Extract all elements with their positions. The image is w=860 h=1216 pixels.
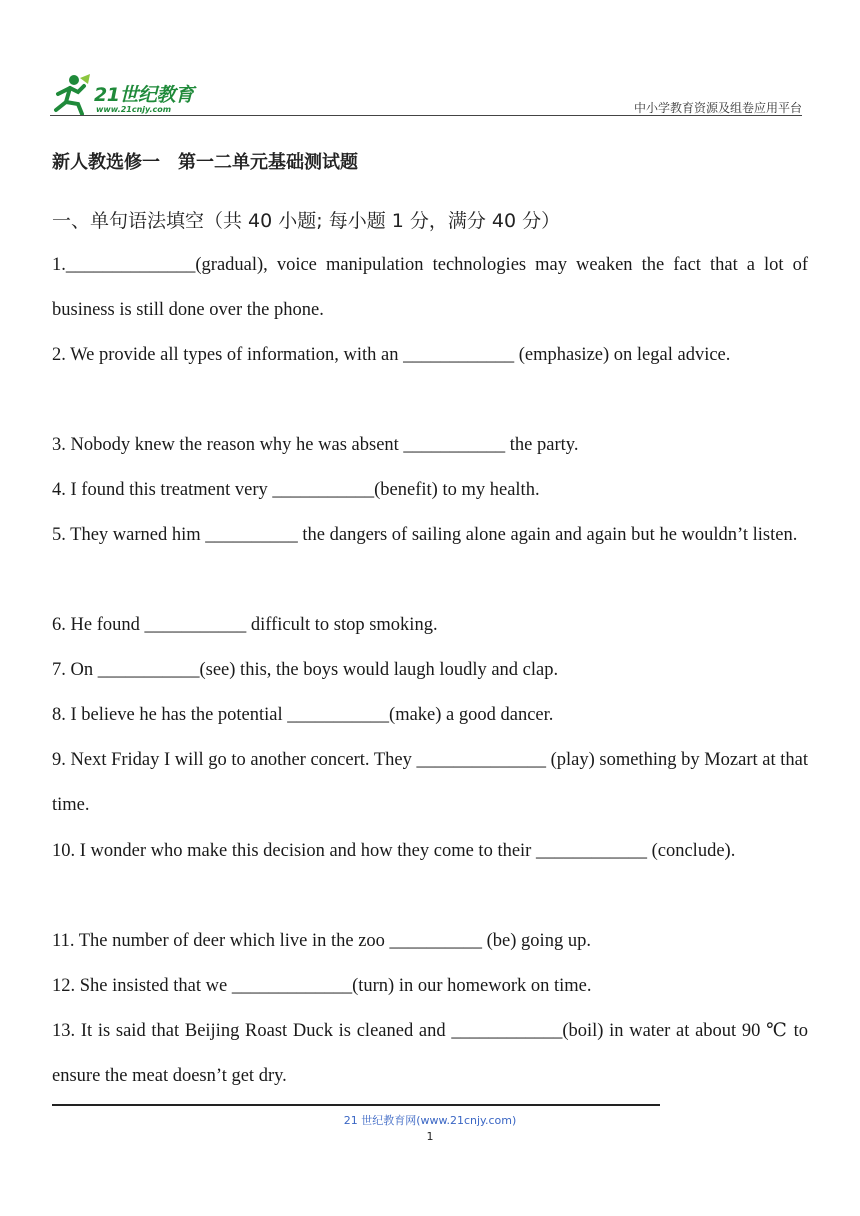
footer-divider: [52, 1104, 660, 1106]
question-2: 2. We provide all types of information, with an ____________ (emphasize) on legal advice.: [52, 345, 731, 365]
question-10: 10. I wonder who make this decision and how they come to their ____________ (conclude).: [52, 841, 736, 861]
runner-logo-icon: [50, 72, 94, 116]
footer-site-link[interactable]: 21 世纪教育网(www.21cnjy.com): [343, 1114, 517, 1127]
question-5: 5. They warned him __________ the dangers of sailing alone again and again but he wouldn’t listen.: [52, 525, 798, 545]
question-12: 12. She insisted that we _____________(turn) in our homework on time.: [52, 976, 592, 996]
document-title: 新人教选修一 第一二单元基础测试题: [52, 152, 358, 173]
question-13: 13. It is said that Beijing Roast Duck is cleaned and ____________(boil) in water at about 90 ℃ to ensure the meat doesn’t get dry.: [52, 1021, 808, 1086]
question-8: 8. I believe he has the potential ___________(make) a good dancer.: [52, 705, 554, 725]
question-1: 1.______________(gradual), voice manipulation technologies may weaken the fact that a lot of business is still done over the phone.: [52, 255, 808, 320]
question-6: 6. He found ___________ difficult to stop smoking.: [52, 615, 438, 635]
question-4: 4. I found this treatment very ___________(benefit) to my health.: [52, 480, 540, 500]
logo: [50, 72, 220, 116]
page-header: [50, 68, 802, 118]
page-number: 1: [426, 1130, 434, 1143]
question-9: 9. Next Friday I will go to another concert. They ______________ (play) something by Mozart at that time.: [52, 750, 808, 815]
question-11: 11. The number of deer which live in the zoo __________ (be) going up.: [52, 931, 591, 951]
logo-text: 21世纪教育: [94, 84, 194, 106]
question-3: 3. Nobody knew the reason why he was absent ___________ the party.: [52, 435, 579, 455]
logo-url: www.21cnjy.com: [96, 105, 172, 114]
platform-label: 中小学教育资源及组卷应用平台: [633, 101, 802, 115]
question-7: 7. On ___________(see) this, the boys would laugh loudly and clap.: [52, 660, 559, 680]
section-title: 一、单句语法填空（共 40 小题; 每小题 1 分，满分 40 分）: [52, 210, 561, 232]
header-divider: [50, 115, 802, 116]
